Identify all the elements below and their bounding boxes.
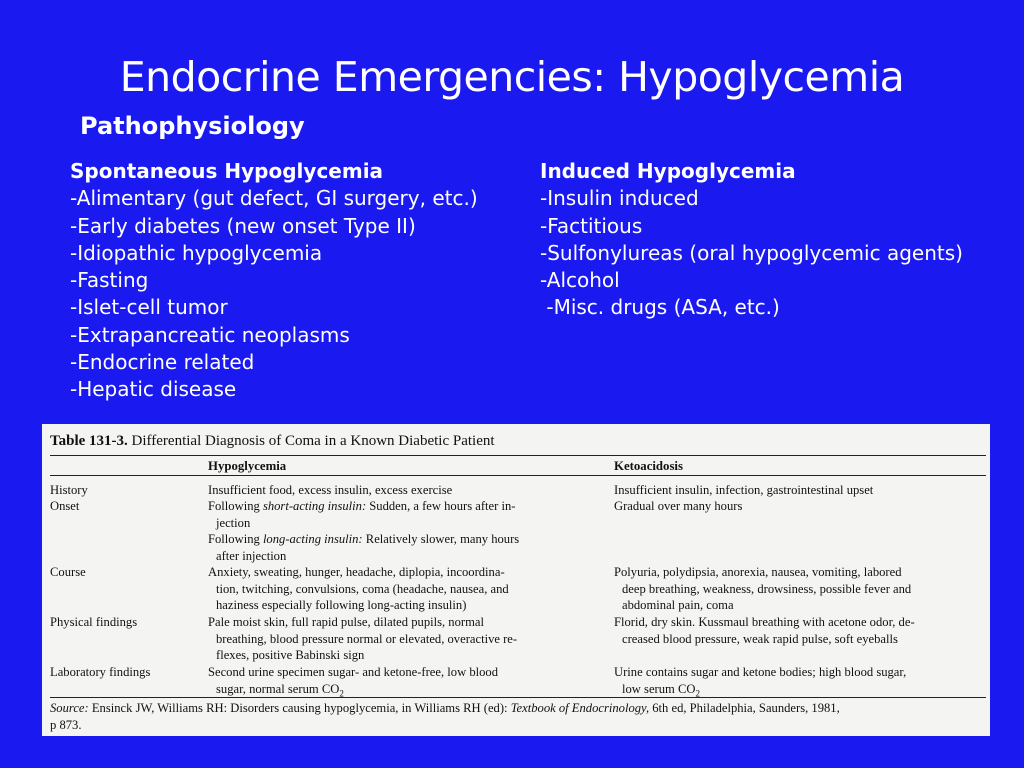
onset-ketoacidosis: Gradual over many hours [614, 499, 743, 513]
course-hypoglycemia: Anxiety, sweating, hunger, headache, diplopia, incoordina- tion, twitching, convulsions, coma (headache, nausea, and haziness especially following long-acting insulin) [208, 565, 509, 613]
history-ketoacidosis: Insufficient insulin, infection, gastrointestinal upset [614, 483, 874, 497]
list-item: -Hepatic disease [70, 377, 237, 402]
column-header-ketoacidosis: Ketoacidosis [614, 459, 683, 473]
column-header-hypoglycemia: Hypoglycemia [208, 459, 287, 473]
slide-subtitle: Pathophysiology [80, 112, 305, 140]
lab-ketoacidosis: Urine contains sugar and ketone bodies; high blood sugar, low serum $CO_2$ [614, 665, 907, 699]
list-item: -Idiopathic hypoglycemia [70, 240, 323, 265]
table-rule-top [50, 455, 986, 456]
induced-heading: Induced Hypoglycemia [540, 159, 796, 183]
table-number: Table 131-3. [50, 433, 128, 449]
lab-hypoglycemia: Second urine specimen sugar- and ketone-free, low blood sugar, normal serum $CO_2$ [208, 665, 499, 699]
list-item: -Insulin induced [540, 186, 699, 211]
history-hypoglycemia: Insufficient food, excess insulin, excess exercise [208, 483, 453, 497]
slide-title: Endocrine Emergencies: Hypoglycemia [119, 53, 905, 101]
onset-hypoglycemia: Following short-acting insulin: Sudden, a few hours after in- jection Following long-acting insulin: Relatively slower, many hours after injection [208, 499, 520, 563]
list-item: -Fasting [70, 268, 149, 293]
list-item: -Islet-cell tumor [70, 295, 228, 320]
list-item: -Misc. drugs (ASA, etc.) [540, 295, 780, 320]
spontaneous-heading: Spontaneous Hypoglycemia [70, 159, 384, 183]
table-rule-header [50, 475, 986, 476]
course-ketoacidosis: Polyuria, polydipsia, anorexia, nausea, vomiting, labored deep breathing, weakness, drowsiness, possible fever and abdominal pain, coma [614, 565, 912, 613]
row-label-laboratory-findings: Laboratory findings [50, 665, 151, 679]
row-label-physical-findings: Physical findings [50, 615, 138, 629]
row-label-course: Course [50, 565, 86, 579]
row-label-onset: Onset [50, 499, 80, 513]
row-label-history: History [50, 483, 88, 497]
list-item: -Extrapancreatic neoplasms [70, 322, 350, 347]
list-item: -Alcohol [540, 268, 620, 293]
table-caption [50, 433, 495, 450]
spontaneous-column [70, 158, 520, 404]
list-item: -Factitious [540, 213, 643, 238]
physical-hypoglycemia: Pale moist skin, full rapid pulse, dilated pupils, normal breathing, blood pressure normal or elevated, overactive re- flexes, positive Babinski sign [208, 615, 518, 663]
table-source: Source: Ensinck JW, Williams RH: Disorders causing hypoglycemia, in Williams RH (ed): Textbook of Endocrinology, 6th ed, Philadelphia, Saunders, 1981, p 873. [50, 701, 840, 732]
scanned-table-image [42, 424, 990, 736]
physical-ketoacidosis: Florid, dry skin. Kussmaul breathing with acetone odor, de- creased blood pressure, weak rapid pulse, soft eyeballs [614, 615, 915, 646]
list-item: -Endocrine related [70, 350, 255, 375]
table-caption-text: Differential Diagnosis of Coma in a Known Diabetic Patient [131, 433, 495, 449]
induced-column [540, 158, 1010, 322]
list-item: -Early diabetes (new onset Type II) [70, 213, 416, 238]
list-item: -Sulfonylureas (oral hypoglycemic agents) [540, 240, 963, 265]
table-rule-bottom [50, 697, 986, 698]
list-item: -Alimentary (gut defect, GI surgery, etc.) [70, 186, 478, 211]
